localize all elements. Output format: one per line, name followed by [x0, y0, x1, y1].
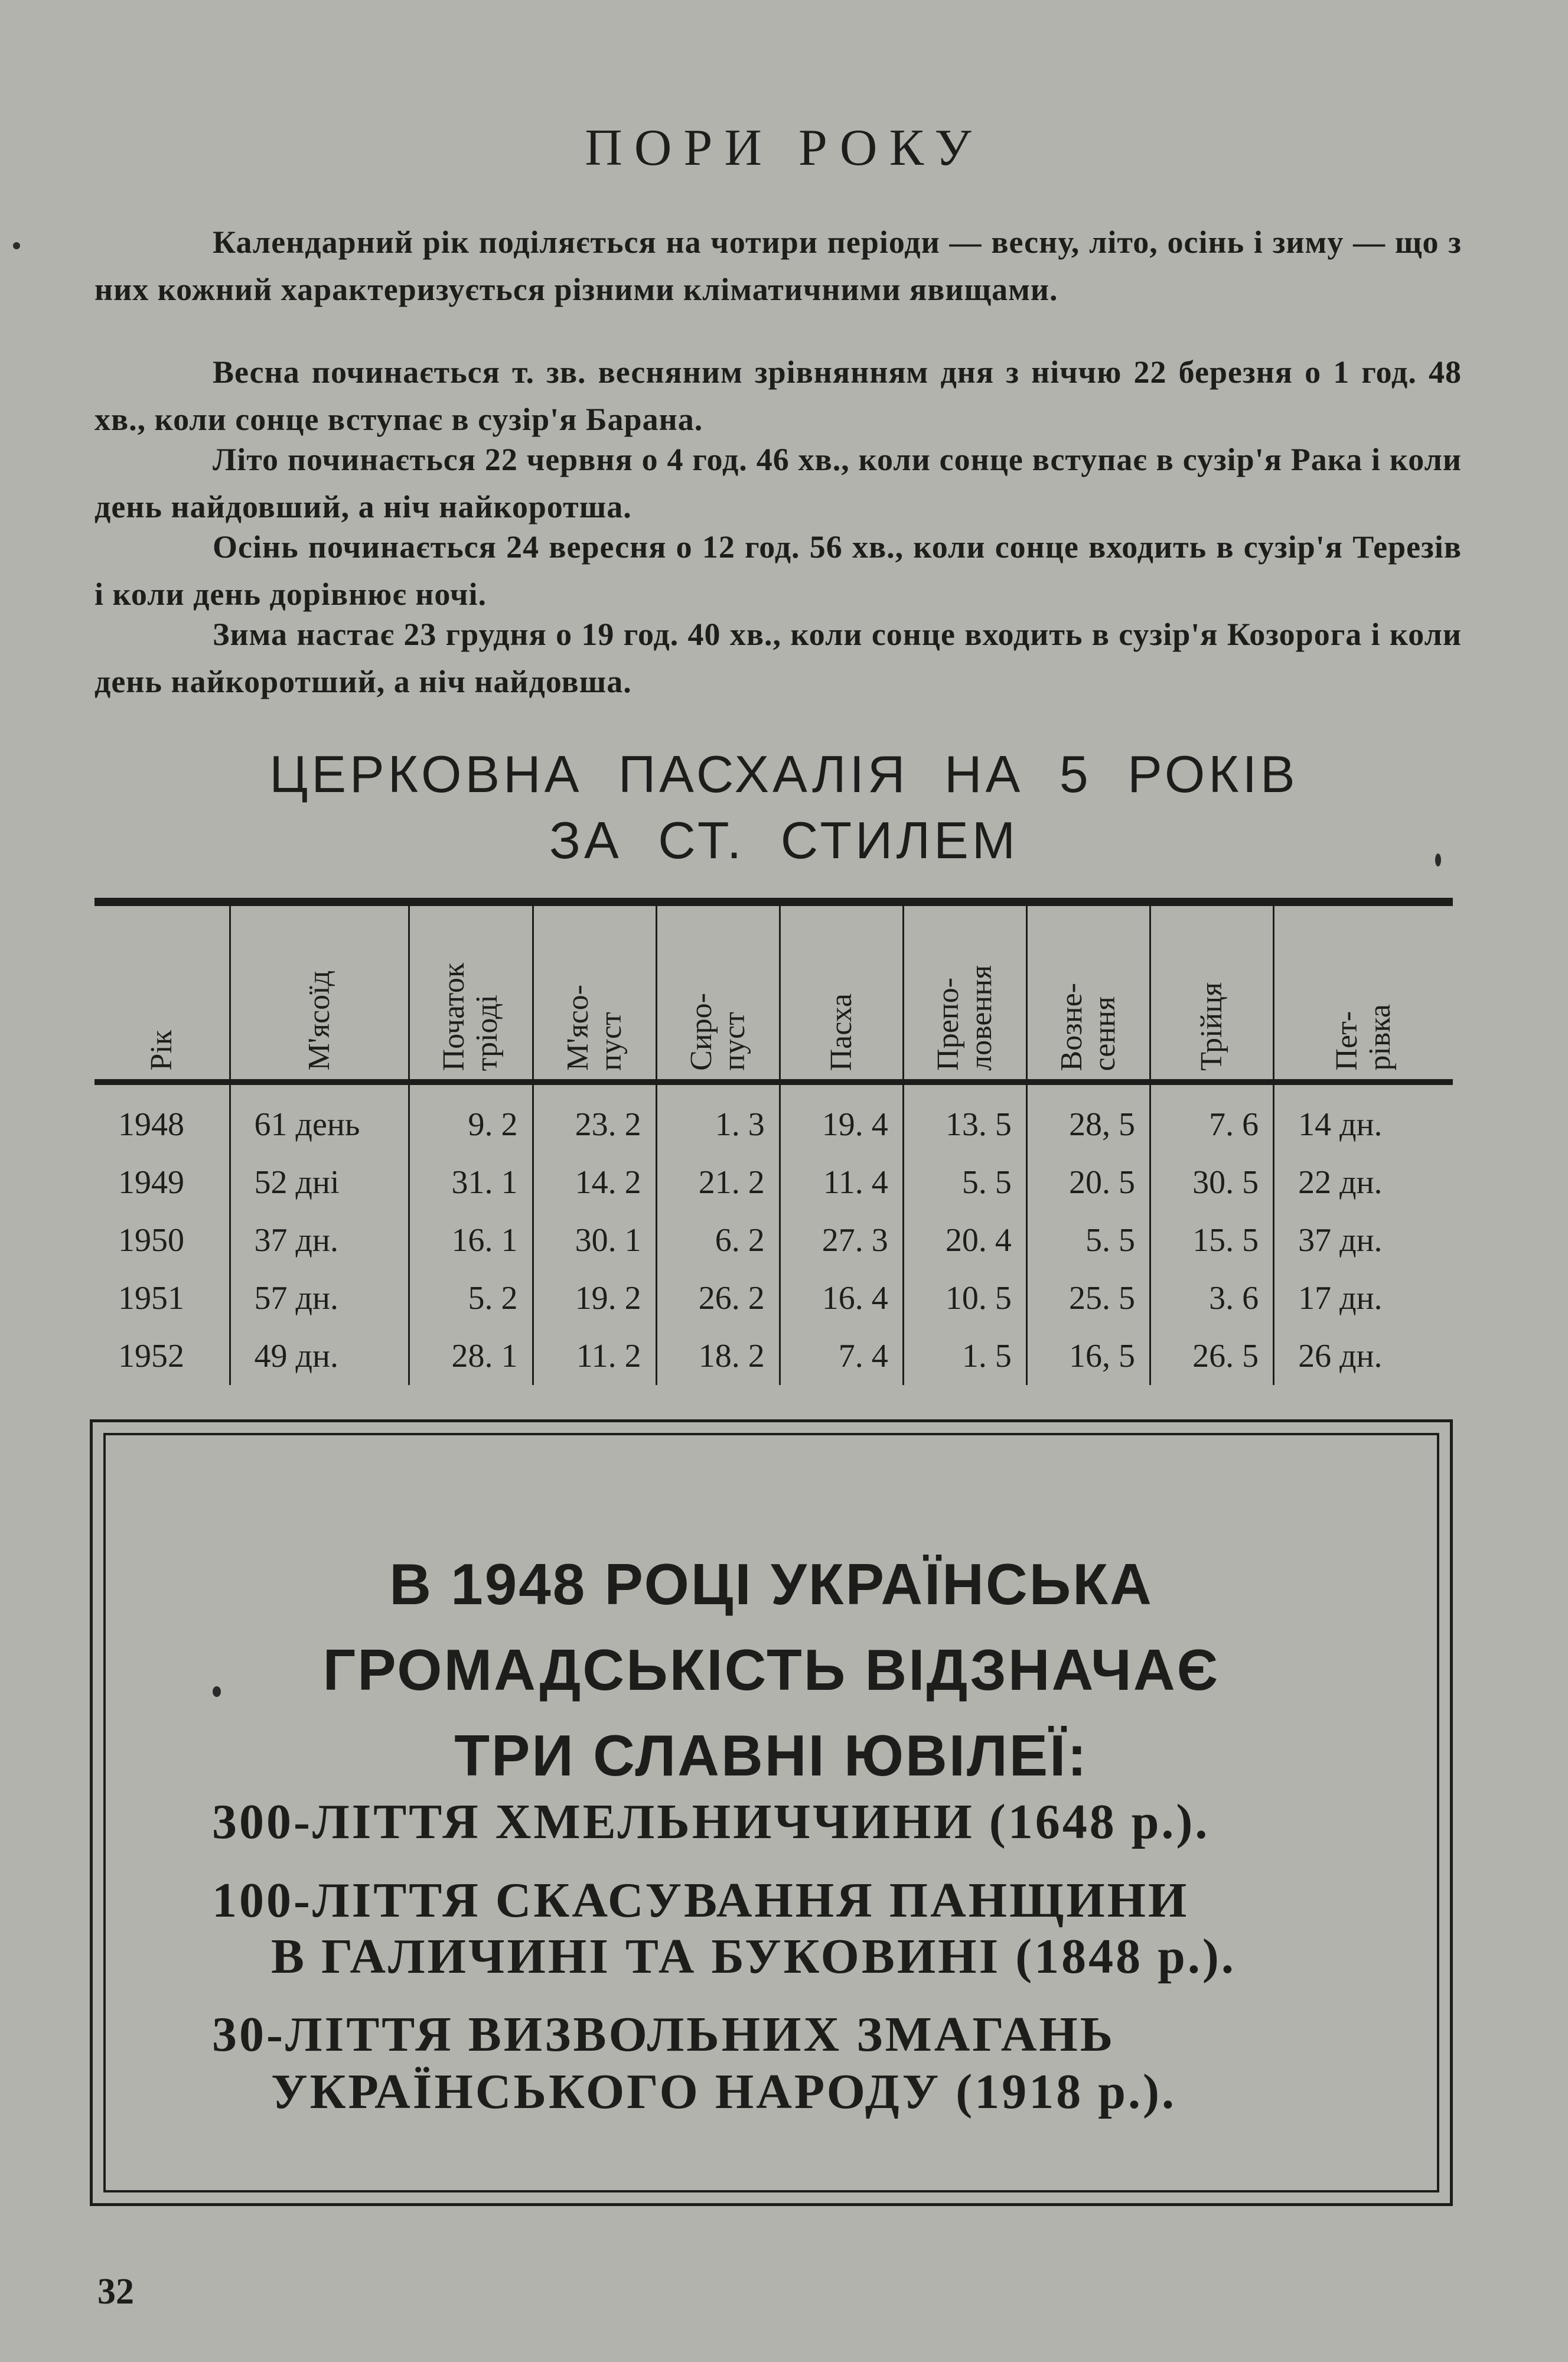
table-cell: 28, 5 [1026, 1082, 1150, 1154]
jubilee-heading-line1: В 1948 РОЦІ УКРАЇНСЬКА [389, 1552, 1153, 1617]
table-row [94, 1211, 1453, 1269]
table-cell: 28. 1 [409, 1327, 533, 1385]
table-cell: 37 дн. [230, 1211, 409, 1269]
table-cell: 5. 2 [409, 1269, 533, 1327]
table-cell: 23. 2 [533, 1082, 656, 1154]
jubilee-item-liberation-line2: УКРАЇНСЬКОГО НАРОДУ (1918 р.). [271, 2064, 1176, 2119]
table-cell: 26 дн. [1298, 1338, 1383, 1374]
print-speck [1435, 853, 1441, 866]
paschalia-title-line2: ЗА СТ. СТИЛЕМ [549, 811, 1019, 869]
table-cell: 16. 1 [409, 1211, 533, 1269]
table-cell: 20. 5 [1026, 1154, 1150, 1211]
col-header-easter: Пасха [780, 902, 903, 1082]
table-cell: 9. 2 [409, 1082, 533, 1154]
table-cell: 16, 5 [1026, 1327, 1150, 1385]
winter-paragraph: Зима настає 23 грудня о 19 год. 40 хв., коли сонце входить в сузір'я Козорога і коли день найкоротший, а ніч найдовша. [94, 617, 1462, 699]
table-cell: 17 дн. [1298, 1280, 1383, 1317]
table-row [94, 1269, 1453, 1327]
table-cell: 14. 2 [533, 1154, 656, 1211]
paschalia-table [94, 898, 1453, 1385]
table-cell: 61 день [230, 1082, 409, 1154]
col-header-syropust: Сиро- пуст [656, 902, 780, 1082]
table-cell: 16. 4 [780, 1269, 903, 1327]
paschalia-title-line1: ЦЕРКОВНА ПАСХАЛІЯ НА 5 РОКІВ [269, 745, 1299, 803]
table-cell: 22 дн. [1298, 1164, 1383, 1201]
col-header-myasopust: М'ясо- пуст [533, 902, 656, 1082]
print-speck [13, 242, 20, 249]
table-cell: 31. 1 [409, 1154, 533, 1211]
col-header-trinity: Трійця [1150, 902, 1273, 1082]
spring-paragraph: Весна починається т. зв. весняним зрівнянням дня з ніччю 22 березня о 1 год. 48 хв., коли сонце вступає в сузір'я Барана. [94, 354, 1462, 437]
table-body [94, 1082, 1453, 1385]
table-cell: 26. 2 [656, 1269, 780, 1327]
table-row [94, 1154, 1453, 1211]
table-cell: 1952 [94, 1327, 230, 1385]
jubilee-heading-line2: ГРОМАДСЬКІСТЬ ВІДЗНАЧАЄ [322, 1637, 1220, 1702]
table-cell: 19. 4 [780, 1082, 903, 1154]
table-cell: 14 дн. [1298, 1106, 1383, 1143]
jubilee-item-liberation-line1: 30-ЛІТТЯ ВИЗВОЛЬНИХ ЗМАГАНЬ [212, 2007, 1116, 2062]
table-cell: 3. 6 [1150, 1269, 1273, 1327]
page-number: 32 [97, 2272, 134, 2312]
table-row [94, 1082, 1453, 1154]
table-cell: 52 дні [230, 1154, 409, 1211]
table-cell: 19. 2 [533, 1269, 656, 1327]
table-cell: 13. 5 [903, 1082, 1026, 1154]
table-cell: 1. 3 [656, 1082, 780, 1154]
table-cell: 37 дн. [1298, 1222, 1383, 1259]
jubilee-heading-line3: ТРИ СЛАВНІ ЮВІЛЕЇ: [454, 1723, 1088, 1788]
jubilee-item-khmelnytsky: 300-ЛІТТЯ ХМЕЛЬНИЧЧИНИ (1648 р.). [212, 1794, 1210, 1849]
table-cell: 5. 5 [903, 1154, 1026, 1211]
table-cell: 11. 2 [533, 1327, 656, 1385]
table-cell: 1948 [94, 1082, 230, 1154]
table-cell: 25. 5 [1026, 1269, 1150, 1327]
paschalia-title [0, 741, 1568, 874]
table-cell: 11. 4 [780, 1154, 903, 1211]
table-cell: 20. 4 [903, 1211, 1026, 1269]
table-cell: 49 дн. [230, 1327, 409, 1385]
table-cell: 7. 4 [780, 1327, 903, 1385]
table-cell: 30. 5 [1150, 1154, 1273, 1211]
table-cell: 21. 2 [656, 1154, 780, 1211]
paschalia-table-wrap [94, 898, 1453, 1385]
table-cell: 26. 5 [1150, 1327, 1273, 1385]
jubilee-heading [106, 1542, 1437, 1799]
col-header-ascension: Возне- сення [1026, 902, 1150, 1082]
table-cell: 1951 [94, 1269, 230, 1327]
table-cell: 57 дн. [230, 1269, 409, 1327]
print-speck [213, 1686, 221, 1697]
jubilee-item-serfdom-line2: В ГАЛИЧИНІ ТА БУКОВИНІ (1848 р.). [271, 1929, 1236, 1984]
autumn-paragraph: Осінь починається 24 вересня о 12 год. 56 хв., коли сонце входить в сузір'я Терезів і коли день дорівнює ночі. [94, 529, 1462, 612]
col-header-myasoid: М'ясоїд [230, 902, 409, 1082]
col-header-year: Рік [94, 902, 230, 1082]
table-cell: 30. 1 [533, 1211, 656, 1269]
jubilee-inner-frame [103, 1433, 1439, 2192]
seasons-paragraph: Календарний рік поділяється на чотири періоди — весну, літо, осінь і зиму — що з них кожний характеризується різними кліматичними явищами. [94, 224, 1462, 307]
table-cell: 1949 [94, 1154, 230, 1211]
table-cell: 6. 2 [656, 1211, 780, 1269]
table-header-row [94, 902, 1453, 1082]
jubilee-item-serfdom-line1: 100-ЛІТТЯ СКАСУВАННЯ ПАНЩИНИ [212, 1873, 1189, 1928]
table-cell: 15. 5 [1150, 1211, 1273, 1269]
table-cell: 10. 5 [903, 1269, 1026, 1327]
table-row [94, 1327, 1453, 1385]
col-header-petrivka: Пет- рівка [1274, 902, 1453, 1082]
table-cell: 5. 5 [1026, 1211, 1150, 1269]
table-cell: 1950 [94, 1211, 230, 1269]
col-header-triodion-start: Початок тріоді [409, 902, 533, 1082]
summer-paragraph: Літо починається 22 червня о 4 год. 46 хв., коли сонце вступає в сузір'я Рака і коли день найдовший, а ніч найкоротша. [94, 442, 1462, 524]
jubilee-box [90, 1419, 1453, 2206]
seasons-title: ПОРИ РОКУ [585, 119, 983, 177]
col-header-mid-pentecost: Препо- ловення [903, 902, 1026, 1082]
table-cell: 1. 5 [903, 1327, 1026, 1385]
table-cell: 18. 2 [656, 1327, 780, 1385]
table-cell: 7. 6 [1150, 1082, 1273, 1154]
table-cell: 27. 3 [780, 1211, 903, 1269]
